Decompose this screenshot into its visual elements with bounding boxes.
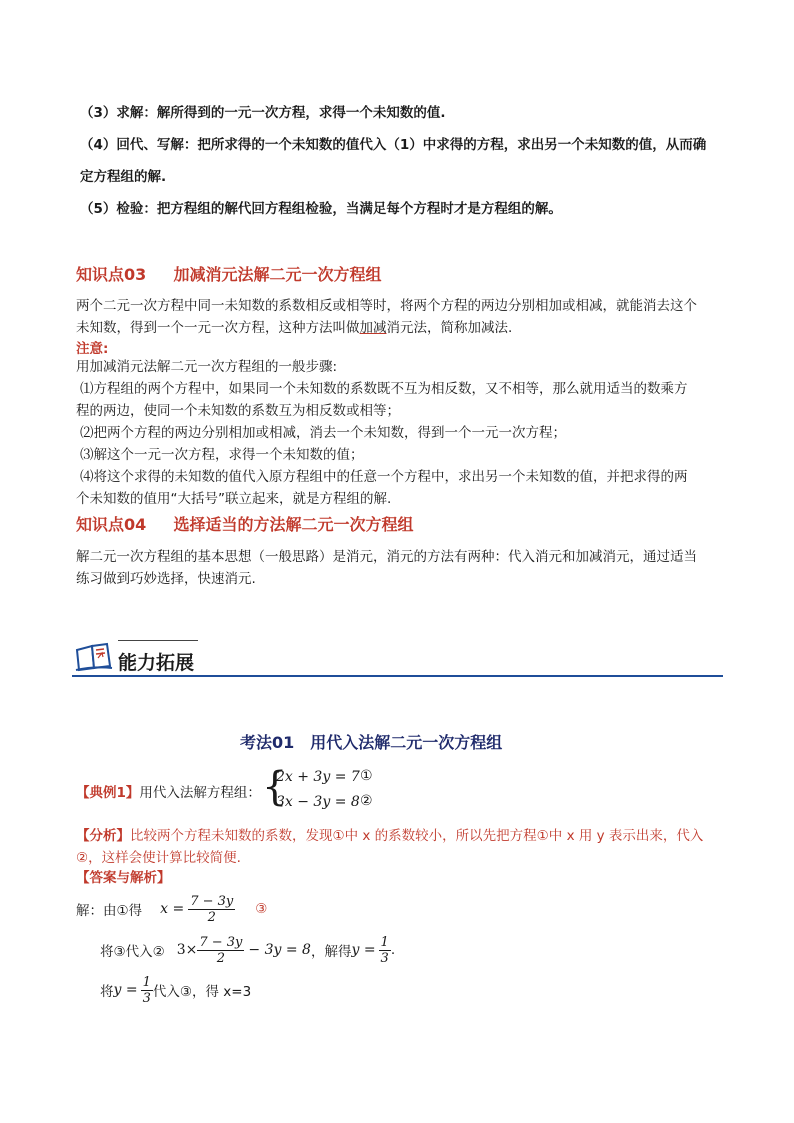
sol3-numerator: 1 [142,974,151,990]
equation-1: 2x + 3y = 7 [276,769,360,785]
book-icon [74,640,114,678]
solution-line2 [100,928,395,972]
kp03-item1-line2: 程的两边，使同一个未知数的系数互为相反数或相等； [76,403,400,419]
kp03-heading [76,262,381,285]
analysis-line2: ②，这样会使计算比较简便. [76,850,241,866]
step-4-line2: 定方程组的解. [80,169,167,185]
section-short-rule [118,640,198,641]
equation-2: 3x − 3y = 8 [276,794,360,810]
sol1-prefix: 解：由①得 [76,903,143,919]
kp03-number: 知识点03 [76,265,147,284]
kp03-item1-line1: ⑴方程组的两个方程中，如果同一个未知数的系数既不互为相反数，又不相等，那么就用适当的数乘方 [80,381,688,397]
step-4-line1: （4）回代、写解：把所求得的一个未知数的值代入（1）中求得的方程，求出另一个未知数的值，从而确 [80,137,707,153]
sol3-denominator: 3 [142,990,151,1006]
kp03-para-line2-b: 加减 [359,320,387,336]
method01-title: 考法01 用代入法解二元一次方程组 [240,733,503,752]
kp04-para-line2: 练习做到巧妙选择，快速消元. [76,571,256,587]
kp04-title: 选择适当的方法解二元一次方程组 [173,515,414,534]
kp04-number: 知识点04 [76,515,147,534]
sol2-prefix: 将③代入② [100,944,165,960]
answer-label: 【答案与解析】 [76,870,171,886]
example-label: 【典例1】 [76,785,140,801]
sol1-fraction [188,894,235,925]
sol2-solve-text: ，解得 [310,944,352,960]
sol3-suffix: 代入③，得 x=3 [152,984,252,1000]
sol2-y: y = [351,942,376,958]
analysis-label: 【分析】 [76,828,130,844]
sol2-result-fraction [379,935,391,966]
kp03-para-line2 [76,316,512,336]
equation-1-mark: ① [360,768,373,784]
section-title: 能力拓展 [118,652,195,674]
kp03-para-line2-c: 消元法，简称加减法. [386,320,513,336]
kp03-item3: ⑶解这个一元一次方程，求得一个未知数的值； [80,447,364,463]
kp03-para-line2-a: 未知数，得到一个一元一次方程，这种方法叫做 [76,320,360,336]
sol2-result-denominator: 3 [380,950,389,966]
kp03-title: 加减消元法解二元一次方程组 [173,265,382,284]
sol3-prefix: 将 [100,984,114,1000]
sol2-coef: 3× [176,942,198,958]
sol3-y: y = [113,982,138,998]
sol1-numerator: 7 − 3y [190,893,234,909]
equation-2-mark: ② [360,793,373,809]
kp03-item2: ⑵把两个方程的两边分别相加或相减，消去一个未知数，得到一个一元一次方程； [80,425,566,441]
step-3: （3）求解：解所得到的一元一次方程，求得一个未知数的值. [80,105,446,121]
kp03-item4-line1: ⑷将这个求得的未知数的值代入原方程组中的任意一个方程中，求出另一个未知数的值，并把求得的两 [80,469,688,485]
sol2-end: . [390,942,396,958]
solution-line1 [76,887,267,931]
solution-line3 [100,968,251,1012]
sol1-lhs: x = [160,901,185,917]
sol2-rest: − 3y = 8 [248,942,311,958]
kp04-para-line1: 解二元一次方程组的基本思想（一般思路）是消元，消元的方法有两种：代入消元和加减消元，通过适当 [76,549,697,565]
section-rule [72,675,723,677]
kp03-intro: 用加减消元法解二元一次方程组的一般步骤: [76,359,338,375]
sol2-fraction [197,935,244,966]
step-5: （5）检验：把方程组的解代回方程组检验，当满足每个方程时才是方程组的解。 [80,201,562,217]
sol1-denominator: 2 [207,909,216,925]
sol2-numerator: 7 − 3y [199,934,243,950]
analysis-line1 [76,824,703,844]
kp03-item4-line2: 个未知数的值用“大括号”联立起来，就是方程组的解. [76,491,392,507]
sol1-mark: ③ [255,901,268,917]
system-brace: { [262,764,288,810]
example-text: 用代入法解方程组： [139,785,261,801]
kp03-note-label: 注意: [76,341,109,357]
sol2-result-numerator: 1 [380,934,389,950]
sol3-fraction [141,975,153,1006]
sol2-denominator: 2 [216,950,226,966]
kp03-para-line1: 两个二元一次方程中同一未知数的系数相反或相等时，将两个方程的两边分别相加或相减，就能消去这个 [76,298,697,314]
example-1 [76,781,261,801]
analysis-text-line1: 比较两个方程未知数的系数，发现①中 x 的系数较小，所以先把方程①中 x 用 y 表示出来，代入 [130,828,704,844]
kp04-heading [76,512,413,535]
